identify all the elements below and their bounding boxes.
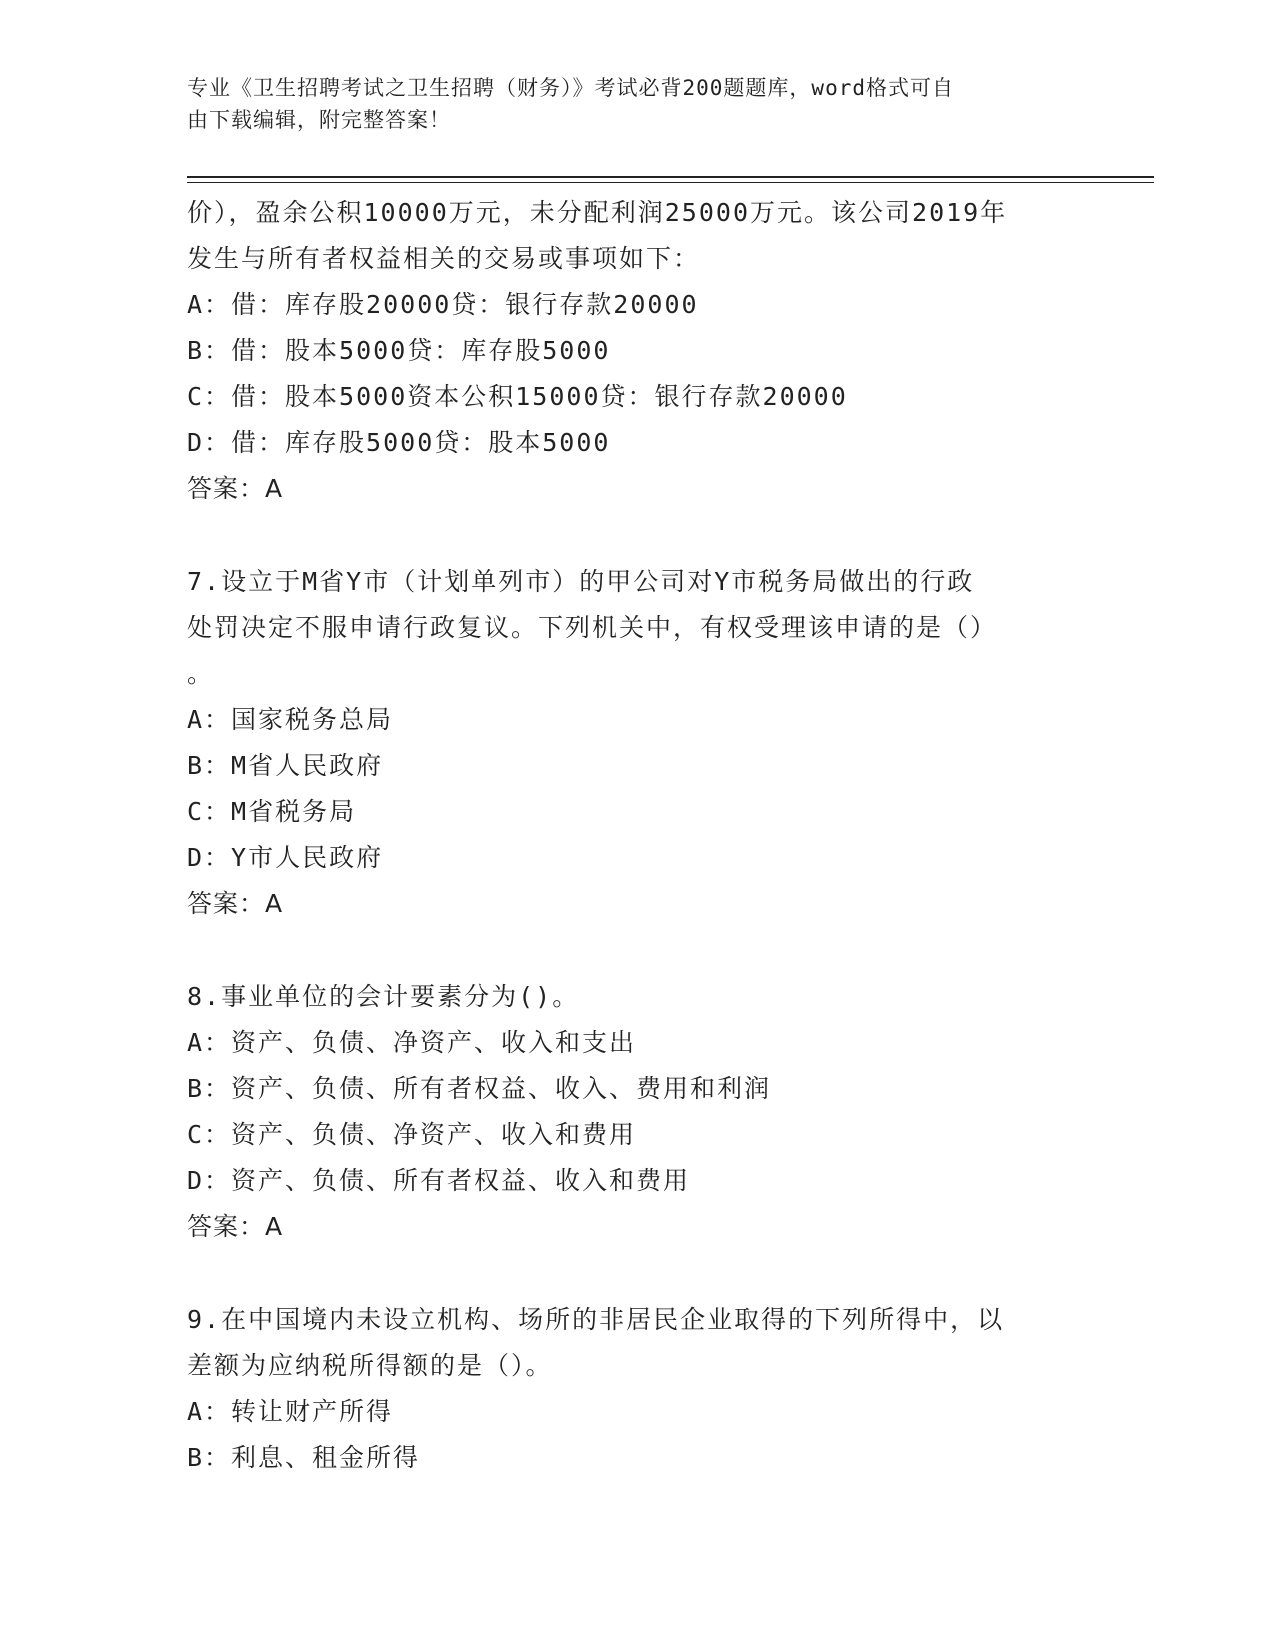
option-a: A：转让财产所得 [187,1397,394,1426]
question-text-line: 处罚决定不服申请行政复议。下列机关中，有权受理该申请的是（） [187,613,998,642]
option-b: B：M省人民政府 [187,751,384,780]
spacer [187,1250,1067,1297]
option-c: C：M省税务局 [187,797,357,826]
answer-line: 答案：A [187,1212,284,1241]
option-d: D：资产、负债、所有者权益、收入和费用 [187,1166,691,1195]
question-block-8 [187,974,1067,1250]
spacer [187,512,1067,559]
question-text-line: 差额为应纳税所得额的是（）。 [187,1351,553,1380]
option-b: B：借：股本5000贷：库存股5000 [187,336,611,365]
answer-line: 答案：A [187,474,284,503]
question-block-continued [187,190,1067,512]
option-d: D：借：库存股5000贷：股本5000 [187,428,611,457]
question-text-line: 8.事业单位的会计要素分为()。 [187,982,580,1011]
option-b: B：资产、负债、所有者权益、收入、费用和利润 [187,1074,772,1103]
question-text-line: 7.设立于M省Y市（计划单列市）的甲公司对Y市税务局做出的行政 [187,567,975,596]
question-text-line: 价），盈余公积10000万元，未分配利润25000万元。该公司2019年 [187,198,1008,227]
question-block-7 [187,559,1067,927]
option-a: A：国家税务总局 [187,705,394,734]
option-b: B：利息、租金所得 [187,1443,421,1472]
option-c: C：资产、负债、净资产、收入和费用 [187,1120,637,1149]
option-a: A：借：库存股20000贷：银行存款20000 [187,290,699,319]
question-text-line: 发生与所有者权益相关的交易或事项如下： [187,244,701,273]
question-text-line: 。 [187,659,215,688]
answer-line: 答案：A [187,889,284,918]
document-header [187,72,1067,136]
spacer [187,927,1067,974]
option-a: A：资产、负债、净资产、收入和支出 [187,1028,637,1057]
header-divider-thick [187,176,1154,178]
question-block-9 [187,1297,1067,1481]
header-divider-thin [187,182,1154,183]
header-line-2: 由下载编辑，附完整答案！ [187,108,451,132]
question-text-line: 9.在中国境内未设立机构、场所的非居民企业取得的下列所得中，以 [187,1305,1005,1334]
option-c: C：借：股本5000资本公积15000贷：银行存款20000 [187,382,848,411]
option-d: D：Y市人民政府 [187,843,384,872]
header-line-1: 专业《卫生招聘考试之卫生招聘（财务）》考试必背200题题库，word格式可自 [187,76,954,100]
document-body [187,190,1067,1481]
